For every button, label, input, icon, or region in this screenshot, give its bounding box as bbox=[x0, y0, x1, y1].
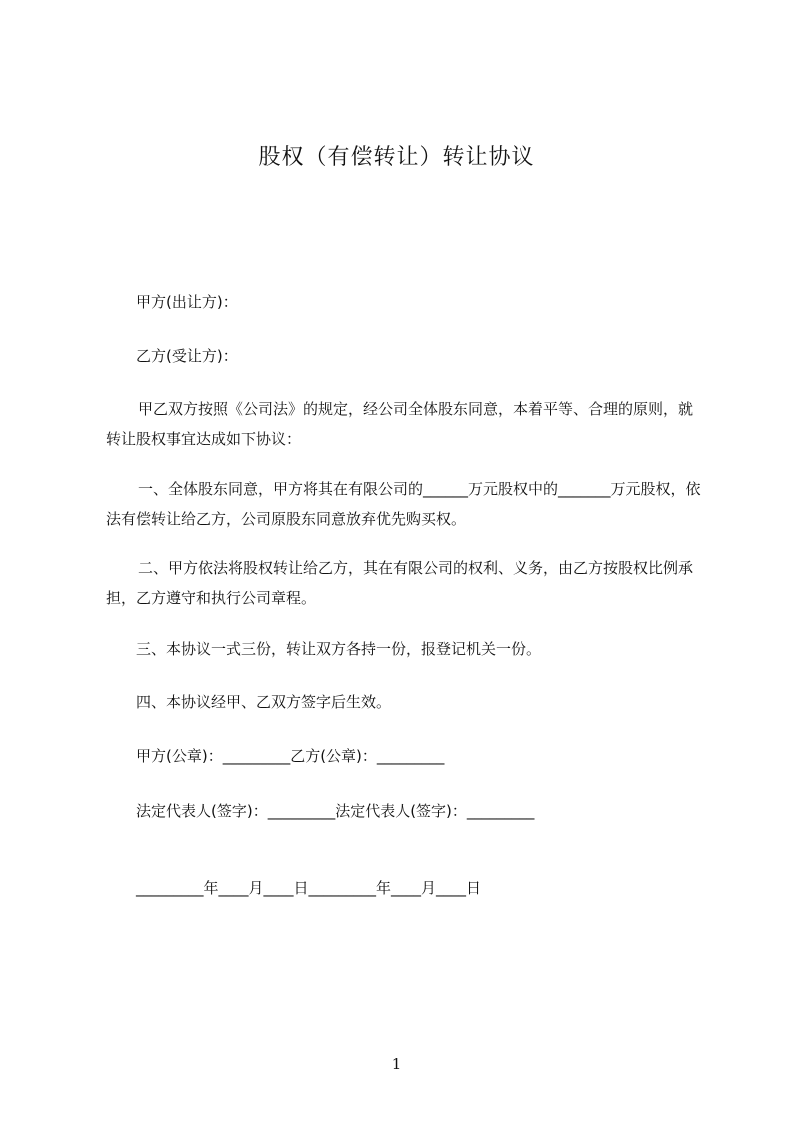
intro-paragraph bbox=[106, 394, 706, 454]
clause-4-line: 四、本协议经甲、乙双方签字后生效。 bbox=[136, 693, 392, 711]
page-number: 1 bbox=[391, 1055, 402, 1073]
date-line: _________年____月____日_________年____月____日 bbox=[136, 879, 482, 897]
clause-1-text: 一、全体股东同意，甲方将其在有限公司的______万元股权中的_______万元股权，依法有偿转让给乙方，公司原股东同意放弃优先购买权。 bbox=[106, 480, 701, 528]
clause-2-paragraph bbox=[106, 553, 706, 613]
legal-rep-signature-line: 法定代表人(签字)：_________法定代表人(签字)：_________ bbox=[136, 802, 535, 820]
clause-1-paragraph bbox=[106, 474, 706, 534]
intro-text: 甲乙双方按照《公司法》的规定，经公司全体股东同意，本着平等、合理的原则，就转让股权事宜达成如下协议： bbox=[106, 400, 694, 448]
party-a-line: 甲方(出让方)： bbox=[136, 293, 238, 311]
clause-2-text: 二、甲方依法将股权转让给乙方，其在有限公司的权利、义务，由乙方按股权比例承担，乙方遵守和执行公司章程。 bbox=[106, 559, 694, 607]
document-title: 股权（有偿转让）转让协议 bbox=[258, 145, 535, 170]
seal-signature-line: 甲方(公章)：_________乙方(公章)：_________ bbox=[136, 747, 445, 765]
clause-3-line: 三、本协议一式三份，转让双方各持一份，报登记机关一份。 bbox=[136, 640, 542, 658]
party-b-line: 乙方(受让方)： bbox=[136, 347, 238, 365]
